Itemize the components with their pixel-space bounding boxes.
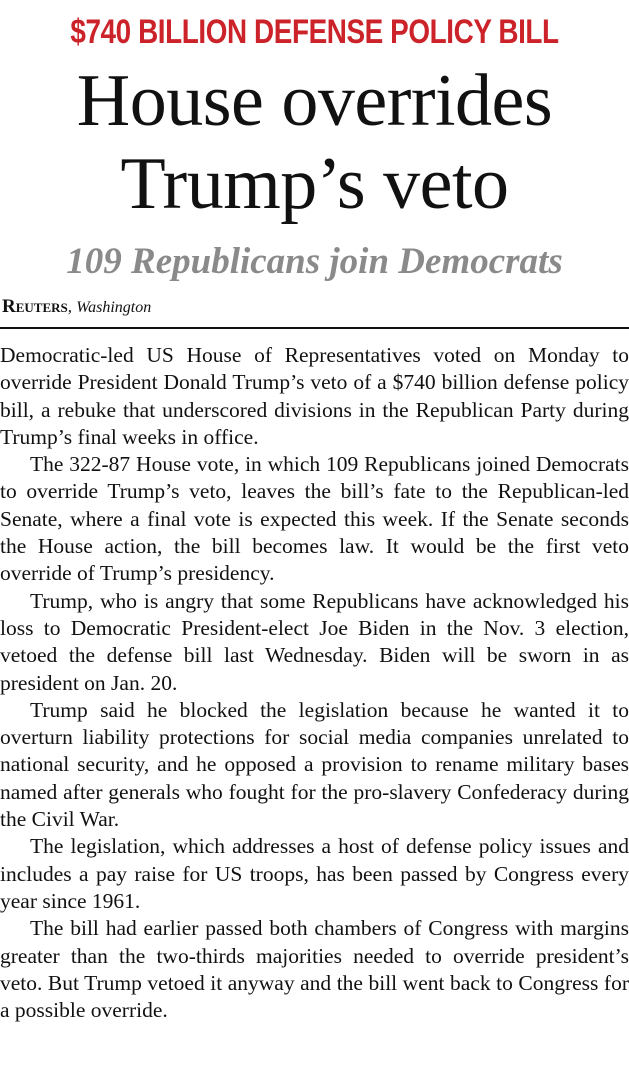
body-paragraph: The 322-87 House vote, in which 109 Republicans joined Democrats to override Trump’s veto, leaves the bill’s fate to the Republican-led Senate, where a final vote is expected this week. If the Senate seconds the House action, the bill becomes law. It would be the first veto override of Trump’s presidency.	[0, 452, 629, 586]
byline-location: Washington	[76, 299, 152, 316]
body-paragraph: The bill had earlier passed both chambers of Congress with margins greater than the two-thirds majorities needed to override president’s veto. But Trump vetoed it anyway and the bill went back to Congress for a possible override.	[0, 916, 629, 1023]
deck-subheadline: 109 Republicans join Democrats	[66, 241, 563, 282]
body-paragraph: Trump, who is angry that some Republicans have acknowledged his loss to Democratic President-elect Joe Biden in the Nov. 3 election, vetoed the defense bill last Wednesday. Biden will be sworn in as president on Jan. 20.	[0, 588, 629, 695]
kicker: $740 BILLION DEFENSE POLICY BILL	[70, 13, 559, 51]
body-paragraph: Trump said he blocked the legislation because he wanted it to overturn liability protections for social media companies unrelated to national security, and he opposed a provision to rename military bases named after generals who fought for the pro-slavery Confederacy during the Civil War.	[0, 697, 629, 832]
byline-divider	[0, 327, 629, 329]
byline	[2, 295, 151, 320]
byline-separator: ,	[67, 297, 77, 316]
body-paragraph: The legislation, which addresses a host of defense policy issues and includes a pay raise for US troops, has been passed by Congress every year since 1961.	[0, 834, 629, 913]
byline-agency: Reuters	[2, 296, 68, 317]
body-paragraph: Democratic-led US House of Representatives voted on Monday to override President Donald Trump’s veto of a $740 billion defense policy bill, a rebuke that underscored divisions in the Republican Party during Trump’s final weeks in office.	[0, 343, 629, 449]
headline	[0, 60, 629, 226]
headline-line-2: Trump’s veto	[120, 143, 509, 225]
article-body	[0, 342, 629, 1024]
headline-line-1: House overrides	[76, 60, 553, 142]
